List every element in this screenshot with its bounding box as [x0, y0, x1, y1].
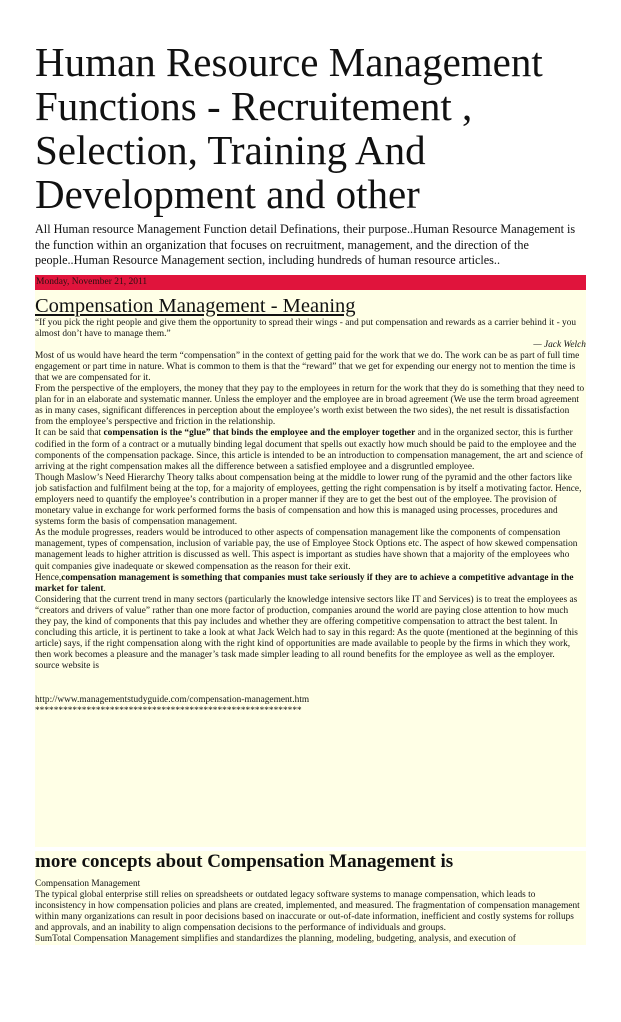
bold-text: compensation management is something that companies must take seriously if they are to achieve a competitive advantage in the market for talent [35, 572, 574, 594]
quote-author: — Jack Welch [533, 339, 586, 350]
post-date-bar: Monday, November 21, 2011 [35, 275, 586, 290]
spacer [35, 673, 586, 695]
paragraph: Though Maslow’s Need Hierarchy Theory talks about compensation being at the middle to lower rung of the pyramid and the other factors like job satisfaction and fulfilment being at the top, for a majority of employees, getting the right compensation is by itself a motivating factor. Hence, employers need to quantify the employee’s contribution in a proper manner if they are to get the best out of the employee. The provision of monetary value in exchange for work performed forms the basis of compensation and how this is managed using processes, procedures and systems form the basis of compensation management. [35, 472, 582, 528]
text: and in the organized sector, this is further codified in the form of a contract or a mutually binding legal document that spells out exactly how much should be paid to the employee and the components of the compensation package. Since, this article is intended to be an introduction to compensation management, the art and science of arriving at the right compensation makes all the difference between a satisfied employee and a disgruntled employee. [35, 428, 584, 472]
star-divider: ********************************************************* [35, 705, 302, 716]
text: . [103, 583, 106, 594]
blog-description: All Human resource Management Function detail Definations, their purpose..Human Resource Management is the function within an organization that focuses on recruitment, management, and the direction of the people..Human Resource Management section, including hundreds of human resource articles.. [35, 222, 576, 267]
text: Hence, [35, 572, 62, 583]
page-title: Human Resource Management Functions - Recruitement , Selection, Training And Development and other [35, 39, 543, 217]
paragraph [35, 573, 586, 595]
source-url-link[interactable]: http://www.managementstudyguide.com/compensation-management.htm [35, 694, 310, 705]
paragraph: As the module progresses, readers would be introduced to other aspects of compensation management like the components of compensation management, types of compensation, inclusion of variable pay, the use of Employee Stock Options etc. The aspect of how skewed compensation management leads to higher attrition is discussed as well. This aspect is important as studies have shown that a majority of the employees who quit companies give inadequate or skewed compensation as the reason for their exit. [35, 528, 578, 572]
blog-post-section [35, 851, 586, 946]
paragraph: From the perspective of the employers, the money that they pay to the employees in return for the work that they do is something that they need to plan for in an elaborate and systematic manner. Unless the employer and the employee are in broad agreement (We use the term broad agreement as in many cases, significant differences in perception about the employee’s worth exist between the two sides), the net result is dissatisfaction from the employee’s perspective and friction in the relationship. [35, 384, 585, 428]
source-label: source website is [35, 661, 100, 672]
section-subheading: Compensation Management [35, 878, 141, 889]
post-title-link[interactable]: Compensation Management - Meaning [35, 294, 356, 317]
paragraph: Most of us would have heard the term “compensation” in the context of getting paid for the work that we do. The work can be as part of full time engagement or part time in nature. What is common to them is that the “reward” that we get for expending our energy not to mention the time is that we are compensated for it. [35, 350, 580, 383]
paragraph [35, 428, 586, 472]
section-body [35, 879, 586, 946]
post-body [35, 318, 586, 717]
paragraph: Considering that the current trend in many sectors (particularly the knowledge intensive sectors like IT and Services) is to treat the employees as “creators and drivers of value” rather than one more factor of production, companies around the world are paying close attention to how much they pay, the kind of components that this pay includes and whether they are offering competitive compensation to attract the best talent. In concluding this article, it is pertinent to take a look at what Jack Welch had to say in this regard: As the quote (mentioned at the beginning of this article) says, if the right compensation along with the right kind of opportunities are made available to people by the firms in which they work, then work becomes a pleasure and the manager’s task made simpler leading to all round benefits for the employee as well as the employer. [35, 594, 578, 661]
text: It can be said that [35, 428, 104, 439]
bold-text: compensation is the “glue” that binds the employee and the employer together [103, 428, 416, 439]
blog-post [35, 275, 586, 847]
paragraph: SumTotal Compensation Management simplifies and standardizes the planning, modeling, budgeting, analysis, and execution of [35, 933, 516, 944]
paragraph: The typical global enterprise still relies on spreadsheets or outdated legacy software systems to manage compensation, which leads to inconsistency in how compensation policies and plans are created, implemented, and measured. The fragmentation of compensation management within many organizations can result in poor decisions based on inaccurate or out-of-date information, inefficient and costly systems for rollups and approvals, and an inability to align compensation decisions to the performance of individuals and groups. [35, 889, 580, 933]
quote-text: “If you pick the right people and give them the opportunity to spread their wings - and put compensation and rewards as a carrier behind it - you almost don’t have to manage them.” [35, 317, 577, 339]
page [35, 0, 586, 945]
section-heading: more concepts about Compensation Management is [35, 850, 454, 872]
